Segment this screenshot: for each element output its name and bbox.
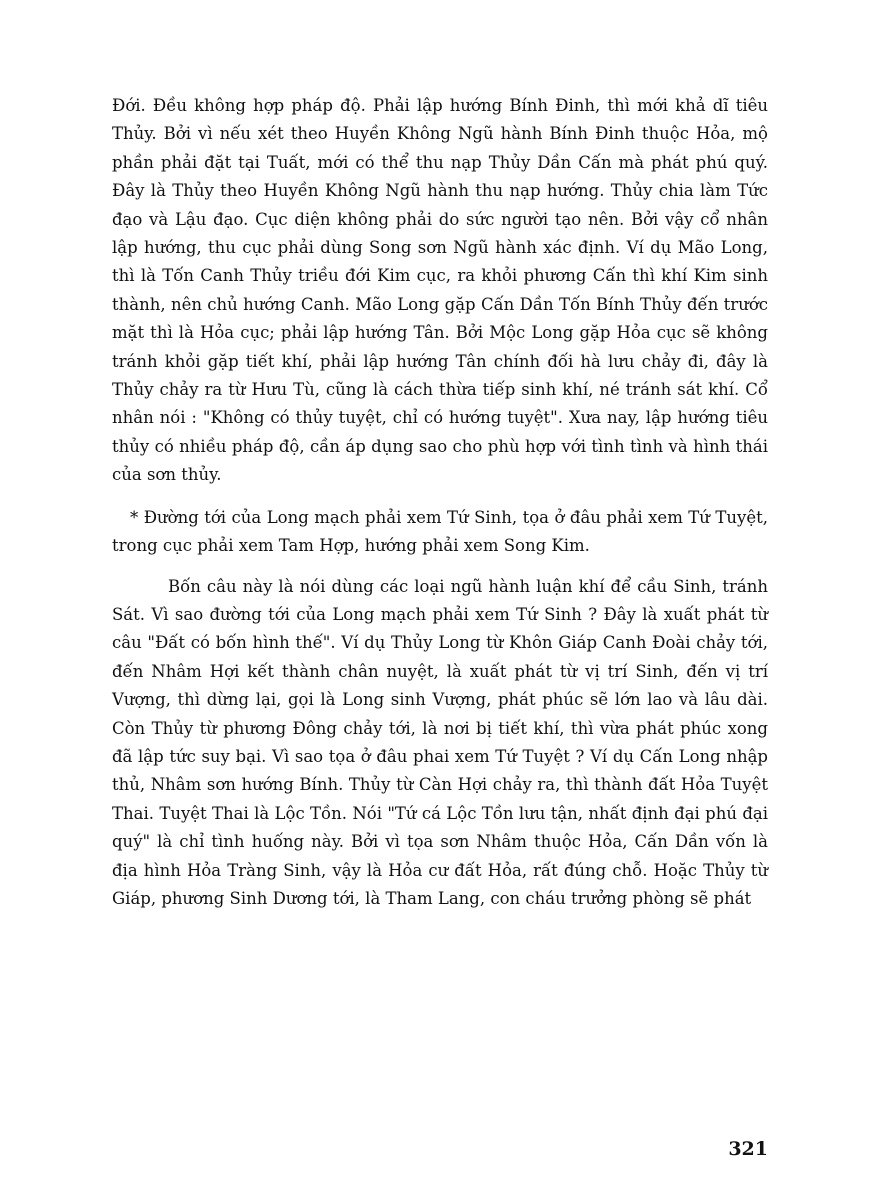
page-number: 321 [728, 1138, 768, 1160]
paragraph-quotation: * Đường tới của Long mạch phải xem Tứ Sinh, tọa ở đâu phải xem Tứ Tuyệt, trong cục phải xem Tam Hợp, hướng phải xem Song Kim. [112, 507, 768, 556]
paragraph-continuation: Đới. Đều không hợp pháp độ. Phải lập hướng Bính Đinh, thì mới khả dĩ tiêu Thủy. Bởi vì nếu xét theo Huyền Không Ngũ hành Bính Đinh thuộc Hỏa, mộ phần phải đặt tại Tuất, mới có thể thu nạp Thủy Dần Cấn mà phát phú quý. Đây là Thủy theo Huyền Không Ngũ hành thu nạp hướng. Thủy chia làm Tức đạo và Lậu đạo. Cục diện không phải do sức người tạo nên. Bởi vậy cổ nhân lập hướng, thu cục phải dùng Song sơn Ngũ hành xác định. Ví dụ Mão Long, thì là Tốn Canh Thủy triều đới Kim cục, ra khỏi phương Cấn thì khí Kim sinh thành, nên chủ hướng Canh. Mão Long gặp Cấn Dần Tốn Bính Thủy đến trước mặt thì là Hỏa cục; phải lập hướng Tân. Bởi Mộc Long gặp Hỏa cục sẽ không tránh khỏi gặp tiết khí, phải lập hướng Tân chính đối hà lưu chảy đi, đây là Thủy chảy ra từ Hưu Tù, cũng là cách thừa tiếp sinh khí, né tránh sát khí. Cổ nhân nói : "Không có thủy tuyệt, chỉ có hướng tuyệt". Xưa nay, lập hướng tiêu thủy có nhiều pháp độ, cần áp dụng sao cho phù hợp với tình tình và hình thái của sơn thủy. [112, 96, 768, 485]
paragraph-commentary: Bốn câu này là nói dùng các loại ngũ hành luận khí để cầu Sinh, tránh Sát. Vì sao đường tới của Long mạch phải xem Tứ Sinh ? Đây là xuất phát từ câu "Đất có bốn hình thế". Ví dụ Thủy Long từ Khôn Giáp Canh Đoài chảy tới, đến Nhâm Hợi kết thành chân nuyệt, là xuất phát từ vị trí Sinh, đến vị trí Vượng, thì dừng lại, gọi là Long sinh Vượng, phát phúc sẽ lớn lao và lâu dài. Còn Thủy từ phương Đông chảy tới, là nơi bị tiết khí, thì vừa phát phúc xong đã lập tức suy bại. Vì sao tọa ở đâu phai xem Tứ Tuyệt ? Ví dụ Cấn Long nhập thủ, Nhâm sơn hướng Bính. Thủy từ Càn Hợi chảy ra, thì thành đất Hỏa Tuyệt Thai. Tuyệt Thai là Lộc Tồn. Nói "Tứ cá Lộc Tồn lưu tận, nhất định đại phú đại quý" là chỉ tình huống này. Bởi vì tọa sơn Nhâm thuộc Hỏa, Cấn Dần vốn là địa hình Hỏa Tràng Sinh, vậy là Hỏa cư đất Hỏa, rất đúng chỗ. Hoặc Thủy từ Giáp, phương Sinh Dương tới, là Tham Lang, con cháu trưởng phòng sẽ phát [112, 576, 768, 908]
body-text [112, 92, 768, 913]
